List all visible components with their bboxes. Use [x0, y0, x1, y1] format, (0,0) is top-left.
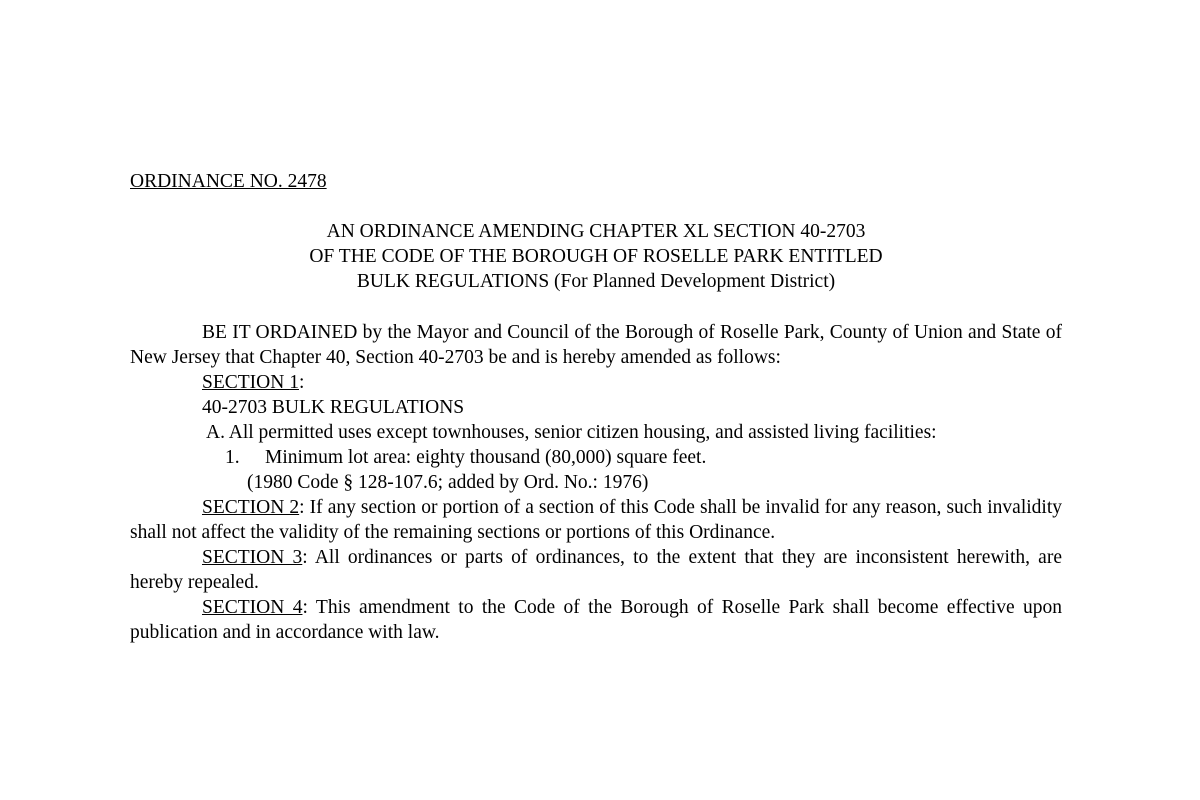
- section-4-text: : This amendment to the Code of the Borough of Roselle Park shall become effective upon publication and in accordance with law.: [130, 597, 1062, 643]
- title-line-2: OF THE CODE OF THE BOROUGH OF ROSELLE PARK ENTITLED: [309, 246, 883, 267]
- section-1-colon: :: [298, 372, 305, 393]
- section-2-text: : If any section or portion of a section of this Code shall be invalid for any reason, such invalidity shall not affect the validity of the remaining sections or portions of this Ordinance.: [130, 497, 1062, 543]
- section-1-label-line: [130, 370, 1062, 395]
- section-2-label: SECTION 2: [202, 497, 300, 518]
- section-1-citation: (1980 Code § 128-107.6; added by Ord. No.: 1976): [247, 472, 649, 493]
- section-4-paragraph: [130, 595, 1062, 645]
- section-4-label: SECTION 4: [202, 597, 303, 618]
- section-3-text: : All ordinances or parts of ordinances, to the extent that they are inconsistent herewith, are hereby repealed.: [130, 547, 1062, 593]
- title-line-3: BULK REGULATIONS (For Planned Development District): [356, 271, 836, 292]
- ordinance-body: [130, 320, 1062, 645]
- section-2-paragraph: [130, 495, 1062, 545]
- ordinance-page: [130, 0, 1062, 800]
- item-1-text: Minimum lot area: eighty thousand (80,000) square feet.: [265, 447, 707, 468]
- item-1-number: 1.: [225, 447, 240, 468]
- section-1-item-1: [130, 445, 1062, 470]
- section-1-heading: 40-2703 BULK REGULATIONS: [202, 397, 465, 418]
- section-1-label: SECTION 1: [202, 372, 299, 393]
- ordinance-title: [130, 219, 1062, 294]
- section-3-paragraph: [130, 545, 1062, 595]
- section-1-item-a: A. All permitted uses except townhouses, senior citizen housing, and assisted living facilities:: [206, 422, 937, 443]
- section-3-label: SECTION 3: [202, 547, 303, 568]
- title-line-1: AN ORDINANCE AMENDING CHAPTER XL SECTION 40-2703: [326, 221, 866, 242]
- preamble-paragraph: BE IT ORDAINED by the Mayor and Council of the Borough of Roselle Park, County of Union and State of New Jersey that Chapter 40, Section 40-2703 be and is hereby amended as follows:: [130, 322, 1062, 368]
- ordinance-number: ORDINANCE NO. 2478: [130, 171, 327, 192]
